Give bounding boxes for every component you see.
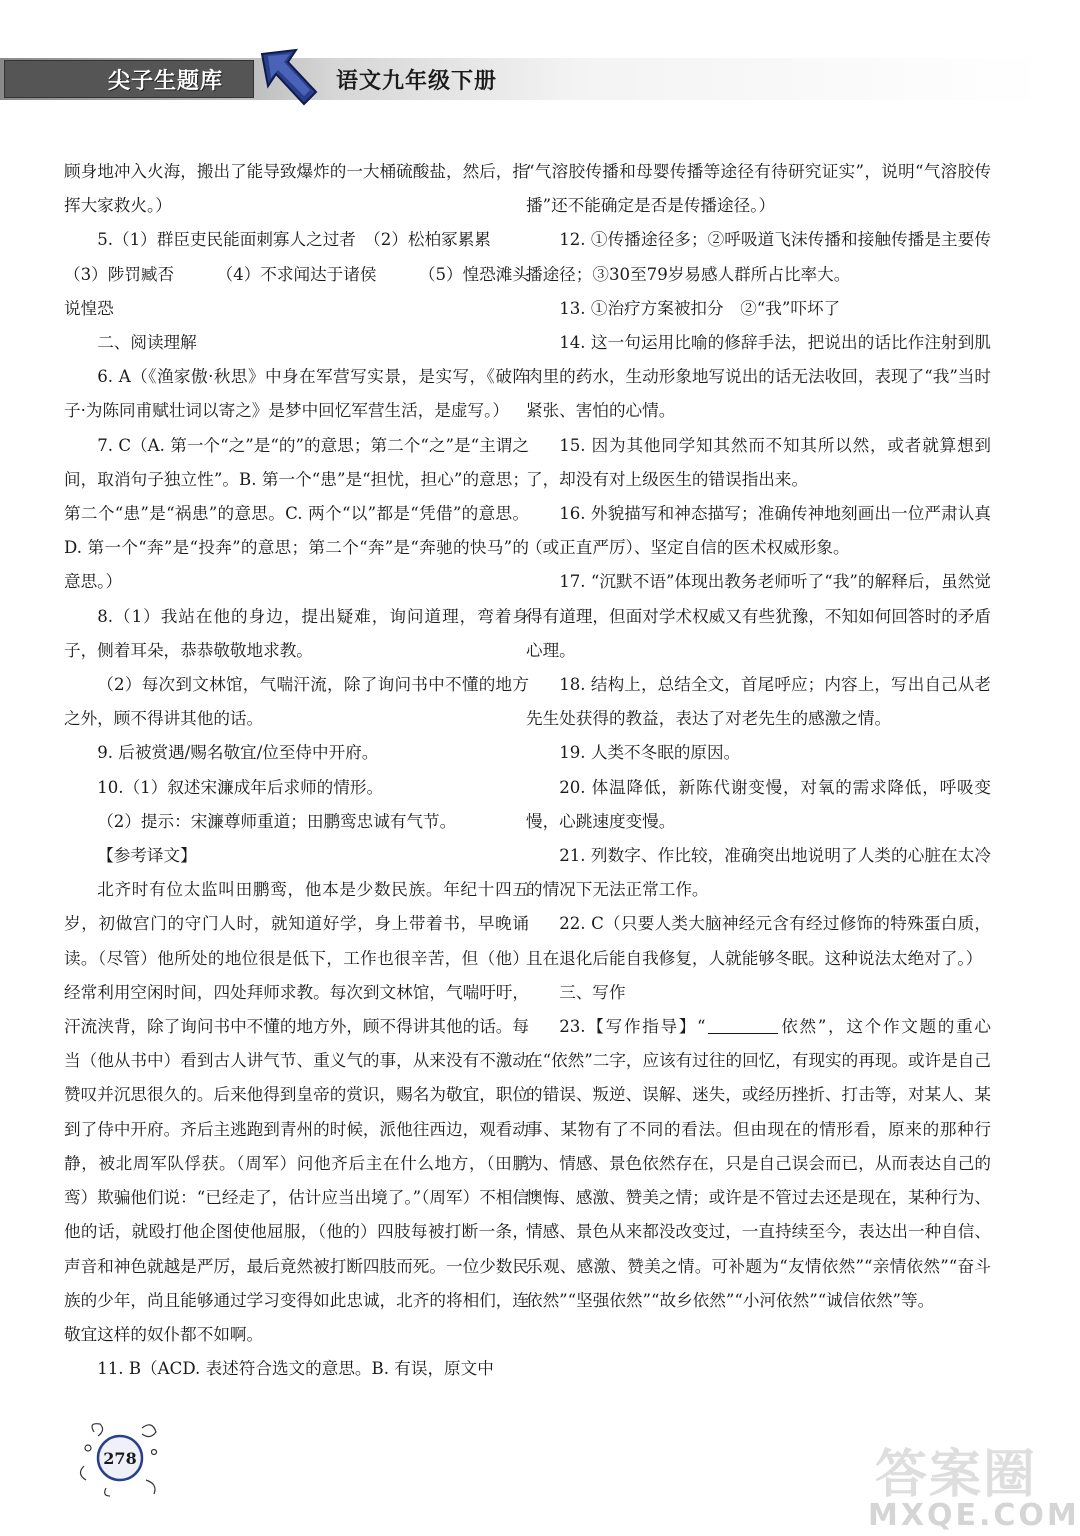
book-title: 语文九年级下册 <box>336 69 498 94</box>
answer-paragraph: 12. ①传播途径多；②呼吸道飞沫传播和接触传播是主要传播途径；③30至79岁易感人群所占比率大。 <box>526 230 991 284</box>
answer-paragraph: 15. 因为其他同学知其然而不知其所以然，或者就算想到了，却没有对上级医生的错误指出来。 <box>526 435 991 489</box>
answer-paragraph: 19. 人类不冬眠的原因。 <box>559 743 741 763</box>
arrow-icon <box>258 48 320 106</box>
answer-text: 依然”，这个作文题的重心在“依然”二字，应该有过往的回忆，有现实的再现。或许是自己的错误、叛逆、误解、迷失，或经历挫折、打击等，对某人、某事、某物有了不同的看法。但由现在的情形看，原来的那种行为、情感、景色依然存在，只是自己误会而已，从而表达自己的懊悔、感激、赞美之情；或许是不管过去还是现在，某种行为、情感、景色从来都没改变过，一直持续至今，表达出一种自信、乐观、感激、赞美之情。可补题为“友情依然”“亲情依然”“奋斗依然”“坚强依然”“故乡依然”“小河依然”“诚信依然”等。 <box>526 1017 991 1310</box>
answer-text: 23.【写作指导】“ <box>559 1017 706 1037</box>
answer-paragraph: 9. 后被赏遇/赐名敬宜/位至侍中开府。 <box>97 743 379 763</box>
answer-paragraph <box>526 1010 991 1318</box>
answer-paragraph: 北齐时有位太监叫田鹏鸾，他本是少数民族。年纪十四五岁，初做宫门的守门人时，就知道好学，身上带着书，早晚诵读。（尽管）他所处的地位很是低下，工作也很辛苦，但（他）经常利用空闲时间，四处拜师求教。每次到文林馆，气喘吁吁，汗流浃背，除了询问书中不懂的地方外，顾不得讲其他的话。每当（他从书中）看到古人讲气节、重义气的事，从来没有不激动赞叹并沉思很久的。后来他得到皇帝的赏识，赐名为敬宜，职位到了侍中开府。齐后主逃跑到青州的时候，派他往西边，观看动静，被北周军队俘获。（周军）问他齐后主在什么地方，（田鹏鸾）欺骗他们说：“已经走了，估计应当出境了。”（周军）不相信他的话，就殴打他企图使他屈服，（他的）四肢每被打断一条，声音和神色就越是严厉，最后竟然被打断四肢而死。一位少数民族的少年，尚且能够通过学习变得如此忠诚，北齐的将相们，连敬宜这样的奴仆都不如啊。 <box>64 880 529 1344</box>
right-column <box>526 155 991 1318</box>
answer-paragraph: （2）提示：宋濂尊师重道；田鹏鸾忠诚有气节。 <box>97 811 457 831</box>
left-column <box>64 155 529 1386</box>
watermark <box>868 1432 1080 1536</box>
answer-paragraph: 14. 这一句运用比喻的修辞手法，把说出的话比作注射到肌肉里的药水，生动形象地写说出的话无法收回，表现了“我”当时紧张、害怕的心情。 <box>526 333 991 421</box>
answer-paragraph: 【参考译文】 <box>97 846 197 866</box>
page-header <box>0 0 1044 112</box>
answer-paragraph: 二、阅读理解 <box>97 333 197 353</box>
fill-blank-line <box>708 1017 778 1034</box>
answer-part: （3）陟罚臧否 <box>64 264 175 284</box>
answer-paragraph <box>64 258 529 292</box>
answer-paragraph: 8.（1）我站在他的身边，提出疑难，询问道理，弯着身子，侧着耳朵，恭恭敬敬地求教。 <box>64 606 529 660</box>
answer-paragraph: 6. A（《渔家傲·秋思》中身在军营写实景，是实写，《破阵子·为陈同甫赋壮词以寄之》是梦中回忆军营生活，是虚写。） <box>64 367 529 421</box>
answer-paragraph: 16. 外貌描写和神态描写；准确传神地刻画出一位严肃认真（或正直严厉）、坚定自信的医术权威形象。 <box>526 504 991 558</box>
answer-paragraph: 22. C（只要人类大脑神经元含有经过修饰的特殊蛋白质，且在退化后能自我修复，人就能够冬眠。这种说法太绝对了。） <box>526 914 991 968</box>
answer-paragraph: （2）每次到文林馆，气喘汗流，除了询问书中不懂的地方之外，顾不得讲其他的话。 <box>64 675 529 729</box>
answer-part: （5）惶恐滩头 <box>418 264 529 284</box>
answer-paragraph: 7. C（A. 第一个“之”是“的”的意思；第二个“之”是“主谓之间，取消句子独立性”。B. 第一个“患”是“担忧，担心”的意思；第二个“患”是“祸患”的意思。C. 两个“以”都是“凭借”的意思。D. 第一个“奔”是“投奔”的意思；第二个“奔”是“奔驰的快马”的意思。） <box>64 435 529 592</box>
answer-paragraph: 顾身地冲入火海，搬出了能导致爆炸的一大桶硫酸盐，然后，指挥大家救火。） <box>64 162 529 216</box>
answer-paragraph: 17. “沉默不语”体现出教务老师听了“我”的解释后，虽然觉得有道理，但面对学术权威又有些犹豫，不知如何回答时的矛盾心理。 <box>526 572 991 660</box>
answer-paragraph: 10.（1）叙述宋濂成年后求师的情形。 <box>97 777 384 797</box>
answer-paragraph: 20. 体温降低，新陈代谢变慢，对氧的需求降低，呼吸变慢，心跳速度变慢。 <box>526 777 991 831</box>
watermark-url: MXQE.COM <box>868 1498 1080 1533</box>
answer-paragraph: 说惶恐 <box>64 298 114 318</box>
brand-title: 尖子生题库 <box>108 69 224 94</box>
answer-paragraph: 21. 列数字、作比较，准确突出地说明了人类的心脏在太冷的情况下无法正常工作。 <box>526 846 991 900</box>
page-number-badge <box>76 1418 166 1498</box>
answer-paragraph: 11. B（ACD. 表述符合选文的意思。B. 有误，原文中 <box>97 1359 494 1379</box>
watermark-logo: 答案圈 <box>874 1445 1037 1505</box>
page-number: 278 <box>103 1449 137 1468</box>
answer-paragraph: 三、写作 <box>559 982 626 1002</box>
answer-paragraph: 13. ①治疗方案被扣分 ②“我”吓坏了 <box>559 298 841 318</box>
answer-part: （4）不求闻达于诸侯 <box>216 264 377 284</box>
answer-paragraph: “气溶胶传播和母婴传播等途径有待研究证实”，说明“气溶胶传播”还不能确定是否是传播途径。） <box>526 162 991 216</box>
answer-paragraph: 5.（1）群臣吏民能面刺寡人之过者 （2）松柏冢累累 <box>97 230 491 250</box>
answer-paragraph: 18. 结构上，总结全文，首尾呼应；内容上，写出自己从老先生处获得的教益，表达了对老先生的感激之情。 <box>526 675 991 729</box>
